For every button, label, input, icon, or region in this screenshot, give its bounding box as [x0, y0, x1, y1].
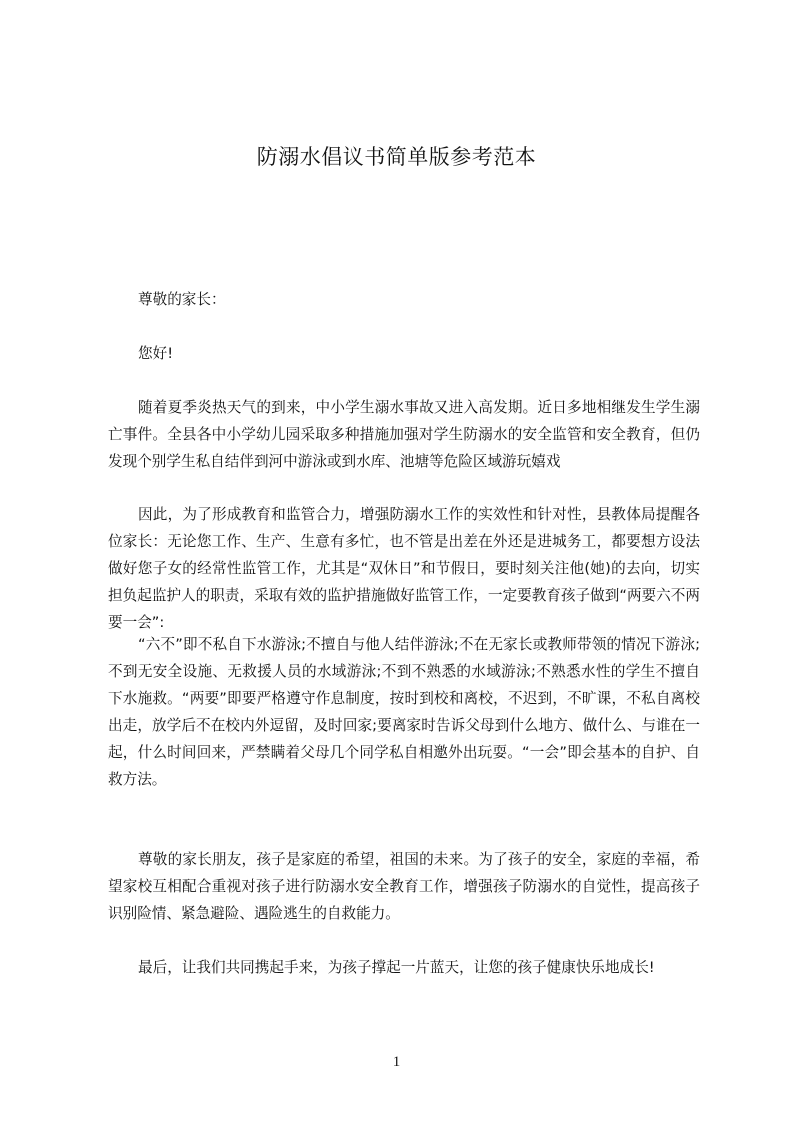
greeting: 您好!	[138, 345, 174, 362]
page-title: 防溺水倡议书简单版参考范本	[256, 145, 537, 169]
paragraph-closing: 最后，让我们共同携起手来，为孩子撑起一片蓝天，让您的孩子健康快乐地成长!	[138, 959, 655, 976]
paragraph-cooperation: 尊敬的家长朋友，孩子是家庭的希望，祖国的未来。为了孩子的安全，家庭的幸福，希望家校互相配合重视对孩子进行防溺水安全教育工作，增强孩子防溺水的自觉性，提高孩子识别险情、紧急避险、遇险逃生的自救能力。	[108, 851, 700, 922]
page-number: 1	[392, 1054, 401, 1070]
salutation: 尊敬的家长：	[138, 291, 226, 308]
paragraph-summer-risk: 随着夏季炎热天气的到来，中小学生溺水事故又进入高发期。近日多地相继发生学生溺亡事件。全县各中小学幼儿园采取多种措施加强对学生防溺水的安全监管和安全教育，但仍发现个别学生私自结伴到河中游泳或到水库、池塘等危险区域游玩嬉戏	[108, 399, 700, 470]
paragraph-rules: “六不”即不私自下水游泳;不擅自与他人结伴游泳;不在无家长或教师带领的情况下游泳;不到无安全设施、无救援人员的水域游泳;不到不熟悉的水域游泳;不熟悉水性的学生不擅自下水施救。“两要”即要严格遵守作息制度，按时到校和离校，不迟到，不旷课，不私自离校出走，放学后不在校内外逗留，及时回家;要离家时告诉父母到什么地方、做什么、与谁在一起，什么时间回来，严禁瞒着父母几个同学私自相邀外出玩耍。“一会”即会基本的自护、自救方法。	[108, 636, 700, 788]
paragraph-parent-reminder: 因此，为了形成教育和监管合力，增强防溺水工作的实效性和针对性，县教体局提醒各位家长：无论您工作、生产、生意有多忙，也不管是出差在外还是进城务工，都要想方设法做好您子女的经常性监管工作，尤其是“双休日”和节假日，要时刻关注他(她)的去向，切实担负起监护人的职责，采取有效的监护措施做好监管工作，一定要教育孩子做到“两要六不两要一会”:	[108, 506, 700, 631]
